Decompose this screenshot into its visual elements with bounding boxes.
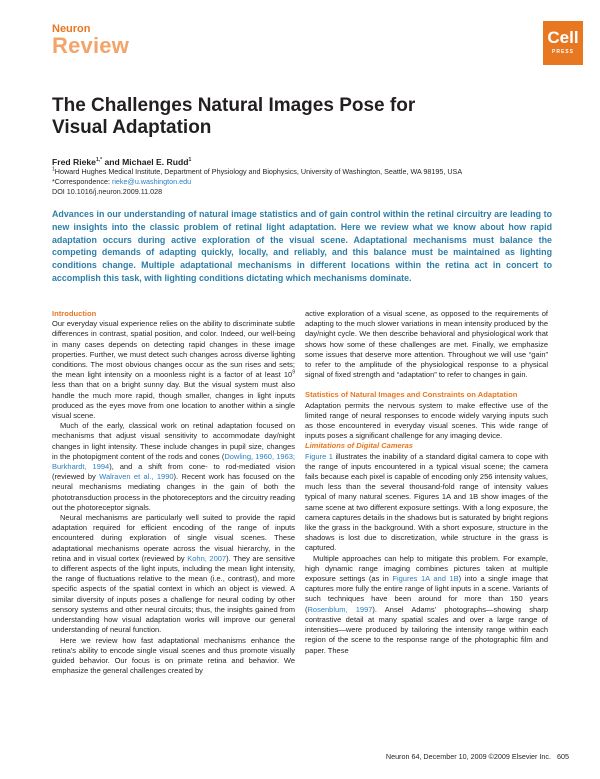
reference-link[interactable]: Kohn, 2007	[187, 553, 227, 563]
text: ). Recent work has focused on the neural mechanisms mediating changes in the gain of both the phototransduction process in the photoreceptors and the circuitry reading out the photoreceptor signals.	[52, 472, 295, 512]
logo-main-text: Cell	[547, 28, 579, 47]
affiliation	[52, 167, 552, 177]
paragraph: Here we review how fast adaptational mechanisms enhance the retina's ability to encode single visual scenes and thus promote visually guided behavior. Our focus is on primate retina and behavior. We emphasize the general challenges created by	[52, 635, 295, 676]
text: ), and a shift from cone- to rod-mediated vision (reviewed by	[52, 462, 295, 482]
affiliation-sup: 1	[52, 166, 55, 173]
article-meta	[52, 167, 552, 197]
text: Neural mechanisms are particularly well suited to provide the rapid adaptation required for efficient encoding of the range of inputs encountered during exploration of single visual scenes. These adaptational mechanisms operate across the visual hierarchy, in the retina and in visual cortex (reviewed by	[52, 513, 295, 563]
text: illustrates the inability of a standard digital camera to cope with the range of inputs encountered in a typical visual scene; the camera fails because each pixel is capable of encoding only 256 intensity values, much less than the several thousand-fold range of intensity values typical of many natural scenes. Figures 1A and 1B show images of the same scene at two different exposure settings. With a long exposure, the camera captures details in the shadows but is saturated by bright regions like the grass in the background. With a short exposure, structure in the shadows is lost due to discretization, while structure in the grass is captured.	[305, 451, 548, 553]
text: ). Ansel Adams' photographs—showing sharp contrastive detail at many spatial scales and over a large range of intensities—were produced by tailoring the intensity range within each region of the scene to the response range of the photographic film and paper. These	[305, 604, 548, 655]
column-right	[305, 309, 548, 656]
text: ). They are sensitive to different aspects of the light inputs, including the mean light intensity, the range of fluctuations relative to the mean (i.e., contrast), and more specific aspects of the spatial context in which an object is viewed. A similar diversity of inputs poses a challenge for neural coding by other sensory systems and other neural circuits; thus, the insights gained from understanding how visual adaptation works will improve our general understanding of neural function.	[52, 553, 295, 635]
author-2-sup: 1	[188, 157, 192, 164]
author-1: Fred Rieke	[52, 157, 96, 167]
text: ) into a single image that captures more fully the entire range of light inputs in a scene. Variants of such techniques have been around for more than 150 years (	[305, 574, 548, 614]
cell-press-logo	[543, 21, 583, 65]
paragraph	[52, 421, 295, 513]
text: less than that on a bright sunny day. But the visual system must also handle the much more rapid, though smaller, changes in light inputs produced as the eyes move from one location to another within a single visual scene.	[52, 380, 295, 421]
section-label: Review	[52, 33, 130, 58]
intro-heading: Introduction	[52, 309, 97, 318]
page-number: 605	[557, 752, 569, 761]
logo-sub-text: PRESS	[552, 49, 574, 55]
author-line	[52, 157, 191, 167]
reference-link[interactable]: Rosenblum, 1997	[307, 604, 373, 614]
paragraph	[305, 452, 548, 554]
paragraph	[52, 513, 295, 635]
paragraph: active exploration of a visual scene, as opposed to the requirements of adapting to the much slower variations in mean intensity produced by the day/night cycle. We then describe behavioral and physiological work that shows how some of these challenges are met. Finally, we emphasize some issues that deserve more attention. Throughout we will use “gain” to refer to the amplitude of the physiological response to a physical signal of fixed strength and “adaptation” to refer to changes in gain.	[305, 309, 548, 380]
author-and: and	[102, 157, 123, 167]
paragraph	[305, 554, 548, 656]
footer-citation: Neuron 64, December 10, 2009 ©2009 Elsevier Inc.	[385, 752, 551, 761]
figure-link[interactable]: Figure 1	[305, 451, 333, 461]
reference-link[interactable]: Walraven et al., 1990	[99, 472, 174, 482]
stats-heading: Statistics of Natural Images and Constraints on Adaptation	[305, 390, 518, 400]
reference-link[interactable]: Dowling, 1960, 1963; Burkhardt, 1994	[52, 451, 295, 472]
paragraph: Adaptation permits the nervous system to make effective use of the limited range of neural responses to encode widely varying inputs such as those encountered in everyday visual scenes. This wide range of inputs poses a significant challenge for any imaging device.	[305, 400, 548, 441]
affiliation-text: Howard Hughes Medical Institute, Department of Physiology and Biophysics, University of Washington, Seattle, WA 98195, USA	[54, 167, 463, 176]
correspondence-email-link[interactable]: rieke@u.washington.edu	[111, 177, 192, 186]
author-2: Michael E. Rudd	[122, 157, 189, 167]
doi: DOI 10.1016/j.neuron.2009.11.028	[52, 187, 163, 196]
journal-name: Neuron	[52, 23, 91, 35]
correspondence	[52, 177, 552, 187]
text: Multiple approaches can help to mitigate this problem. For example, high dynamic range imaging combines pictures taken at multiple exposure settings (as in	[305, 553, 548, 584]
text: Our everyday visual experience relies on the ability to discriminate subtle differences in contrast, spatial position, and color. Indeed, our well-being in many cases depends on detecting rapid changes in these image properties. Further, we must detect such changes across diverse lighting conditions. The most obvious changes occur as the sun rises and sets; the mean light intensity on a moonless night is a factor of at least 10	[52, 319, 295, 380]
paragraph	[52, 319, 295, 421]
article-title: The Challenges Natural Images Pose for Visual Adaptation	[52, 95, 416, 138]
abstract: Advances in our understanding of natural image statistics and of gain control within the retinal circuitry are leading to new insights into the classic problem of retinal light adaptation. Here we review what we know about how rapid adaptation occurs during active exploration of the visual scene. Adaptational mechanisms must balance the competing demands of adapting quickly, locally, and reliably, and this balance must be maintained as lighting conditions change. Multiple adaptational mechanisms in different locations within the retina act in concert to accomplish this task, with lighting conditions dictating which mechanisms dominate.	[52, 209, 552, 283]
page-footer	[340, 752, 569, 761]
limits-heading: Limitations of Digital Cameras	[305, 441, 413, 451]
column-left	[52, 309, 295, 676]
correspondence-label: *Correspondence:	[52, 177, 112, 186]
figure-link[interactable]: Figures 1A and 1B	[392, 574, 459, 584]
text: Much of the early, classical work on retinal adaptation focused on mechanisms that adjust visual sensitivity to accommodate day/night changes in light intensity. These include changes in pupil size, changes in the photopigment content of the rods and cones (	[52, 421, 295, 461]
superscript: 9	[292, 369, 295, 376]
author-1-sup: 1,*	[95, 157, 103, 164]
